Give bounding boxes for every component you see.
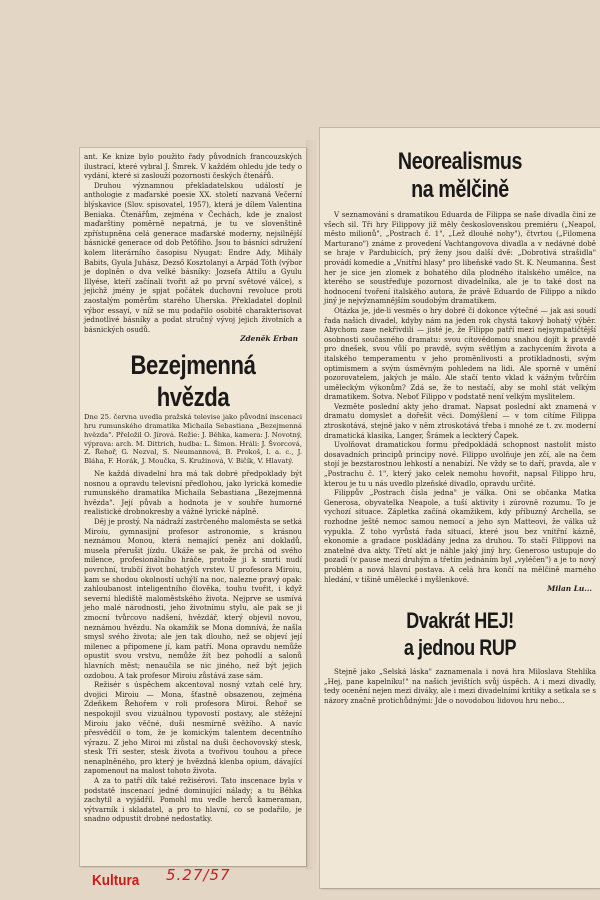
- headline-line: na mělčině: [411, 176, 509, 203]
- right-clipping: [320, 128, 600, 888]
- dvakrat-hej-body: [320, 667, 600, 705]
- article-paragraph: Ne každá divadelní hra má tak dobré předpoklady být nosnou a opravdu televisní předlohou, jako lyrická komedie rumunského dramatika Michaila Sebastiana „Bezejmenná hvězda". Její půvab a hodnota je v souhře humorné realistické drobnokresby a vážné lyrické náplně.: [84, 469, 302, 517]
- article-paragraph: Otázka je, jde-li vesměs o hry dobré či dokonce výtečné — jak asi soudí řada našich divadel, kdyby nám na jeden rok chystá takový bohatý výběr. Abychom zase nekřivdili — jisté je, že Filippo patří mezi nejsympatičtější osobnosti současného dramatu: svou citovědomou snahou dojít k pravdě pro dnešek, svou vůlí po pravdě, svým světlým a zachycením života a italského temperamentu v jeho proměnlivosti a protikladnosti, svým optimismem a svým úsměvným pohledem na lidi. Ale sporně v umění pozorovatelem, jakých je málo. Ale stačí tento vklad k vážným tvůrčím uměleckým výkonům? Zdá se, že to nestačí, aby se mohl stát velkým dramatikem. Sotva. Neboť Filippo v podstatě není velkým myslitelem.: [324, 305, 596, 402]
- neorealismus-body: [320, 210, 600, 584]
- article-lead: Dne 25. června uvedla pražská televise jako původní inscenaci hru rumunského dramatika Michaila Sebastiana „Bezejmenná hvězda". Přeložil O. Jírová. Režie: J. Běhka, kamera: J. Novotný, výprava: arch. M. Dittrich, hudba: L. Šimon. Hráli: J. Švorcová, Z. Řehoř, G. Nezval, S. Neumannová, B. Prokoš, l. a. c., J. Bláha, F. Horák, J. Moučka, S. Kružinová, V. Bičík, V. Hlavatý.: [84, 413, 302, 466]
- article-paragraph: Stejně jako „Selská láska" zaznamenala i nová hra Miloslava Stehlíka „Hej, pane kapelníku!" na našich jevištích svůj úspěch. A i mezi divadly, tedy ocenění nejen mezi diváky, ale i mezi divadelními kritiky a setkala se s názory značně protichůdnými: Jde o novodobou lidovou hru nebo...: [324, 667, 596, 705]
- intro-paragraph: ant. Ke knize bylo použito řady původních francouzských ilustrací, které vybral J. Šmrek. V každém ohledu jde tedy o vydání, které si zaslouží pozornosti českých čtenářů.: [84, 152, 302, 181]
- headline-line: a jednou RUP: [403, 635, 517, 661]
- intro-article: [80, 148, 306, 334]
- headline-bezejmenna-hvezda: Bezejmenná hvězda: [130, 350, 256, 413]
- headline-dvakrat-hej: [320, 607, 600, 661]
- article-paragraph: Uvolňovat dramatickou formu předpokládá schopnost nastolit místo dosavadních principů principy nové. Filippo uvolňuje jen zčí, ale na čem stojí je bezstarostnou lehkostí a nenabízí. Ne vždy se to daří, pravda, ale v „Postrachu č. 1", který jako celek nemohu hovořit, napsal Filippo hru, kterou je tu u nás uvedlo plzeňské divadlo, opravdu určité.: [324, 440, 596, 488]
- article-paragraph: Filippův „Postrach čísla jedna" je válka. Oni se občanka Matka Generosa, obyvatelka Neapole, a tuší aktivity i zúrovně rozumu. To je vychozí situace. Zápletka začíná okamžikem, kdy příbuzný Archella, se rozhodne ještě nemoc samou nemocí a jeho syn Matteovi, že válka už vypukla. Z toho vyrůstá řada situací, které jsou bez vnitřní kázně, ekonomie a gradace poskládány jedna za druhou. To stačí Filippovi na znatelné dva akty. Třetí akt je náhle jaký jiný hry, Generoso ustupuje do pozadí (v pause mezi druhým a třetím jednáním byl „vyléčen") a je to nový problém a nová hlavní postava. A celá hra končí na mělčině marného hledání, v tišině umělecké i myšlenkové.: [324, 488, 596, 584]
- headline-line: Dvakrát HEJ!: [406, 608, 514, 634]
- neorealismus-signature: Milan Lu...: [547, 584, 592, 594]
- article-paragraph: A za to patří dík také režisérovi. Tato inscenace byla v podstatě inscenací jedné dominující nálady; a tu Běhka zachytil a vyjádřil. Pomohl mu vedle herců kameraman, výtvarník i skladatel, a pro to hlavní, co se podařilo, je snadno odpustit drobné nedostatky.: [84, 776, 302, 824]
- article-body: [80, 469, 306, 824]
- article-paragraph: V seznamování s dramatikou Eduarda de Filippa se naše divadla činí ze všech sil. Tři hry Filippovy již měly československou premiéru („Neapol, město milionů", „Postrach č. 1", „Lež dlouhé nohy"), čtvrtou („Filomena Marturano") známe z provedení Vachtangovova divadla a v nedávné době se hraje v Pardubicích, prý ženy jsou další dvě: „Dobrotivá strašidla" provádí komedie a „Vnitřní hlasy" pro libeňské vado St. K. Neumanna. Šest her je sice jen zlomek z bohatého díla plodného italského umělce, na kterého se soustřeďuje pozornost divadelníka, ale je to také dost na hodnocení tvoření italského autora, že právě Eduardo de Filippo a nikdo jiný je nejvýznamnějším soudobým dramatikem.: [324, 210, 596, 306]
- article-paragraph: Vezměte poslední akty jeho dramat. Napsat poslední akt znamená v dramatu domyslet a dořešit věci. Domýšlení — v tom cítíme Filippa ztroskotává, stejně jako v něm ztroskotává třeba i mnohé ze t. zv. moderní dramatická klasika, Langer, Šrámek a leckterý Čapek.: [324, 401, 596, 440]
- headline-neorealismus: [320, 128, 600, 204]
- left-clipping: [80, 148, 306, 866]
- intro-signature: Zdeněk Erban: [240, 334, 298, 344]
- kultura-stamp: Kultura: [92, 872, 140, 889]
- headline-line: Neorealismus: [397, 148, 523, 175]
- handwritten-date: 5.27/57: [166, 866, 231, 884]
- page-fold: [306, 140, 320, 870]
- intro-paragraph: Druhou významnou překladatelskou událostí je anthologie z maďarské poesie XX. století nazvaná Večerní blýskavice (Slov. spisovatel, 1957), která je dílem Valentina Beniaka. Čtenářům, zejména v Čechách, kde je znalost maďarštiny poměrně nepatrná, je tu ve slovenštině zpřístupněna celá generace maďarské moderny, nejsilnější básnické generace od dob Petőfiho. Jsou to básníci sdružení kolem literárního časopisu Nyugat: Endre Ady, Mihály Babits, Gyula Juhász, Dezső Kosztolanyi a Arpád Tóth (výbor je doplněn o dva velké básníky: Jozsefa Attilu a Gyulu Illyése, kteří začínali tvořit až po první světové válce), s jejichž jmény je spjat počátek duchovní revoluce proti zaostalým poměrům starého Uherska. Překladatel doplnil výbor essayí, v níž se mu podařilo osobitě charakterisovat jednotlivé básníky a podat stručný vývoj jejich životních a básnických osudů.: [84, 180, 302, 334]
- article-paragraph: Děj je prostý. Na nádraží zastrčeného maloměsta se setká Miroiu, gymnasijní profesor astronomie, s krásnou neznámou Monou, která nemající peněz ani dokladů, musela přerušit jízdu. Ukáže se pak, že prchá od svého milence, profesionálního hráče, protože ji k smrti nudí povrchní, trubčí život bohatých vrstev. U profesora Miroiu, kam se shodou okolností uchýlí na noc, nalezne pravý opak: zahloubanost inteligentního člověka, touhu tvořit, i když severní hlediště maloměstského života. Nejprve se usmívá jeho malé národnosti, jeho životnímu stylu, ale pak se ji zmocní tvůrcovo nadšení, hvězdář, který objevil novou, neznámou hvězdu. Na okamžik se Mona domnívá, že našla smysl svého života; ale jen tak dlouho, než se objeví její milenec a připomene jí, kam patří. Mona opravdu nemůže opustit svou vrstvu, nemůže žít bez pohodlí a salonů hlavních měst; nenaučila se nic jiného, než být jejich ozdobou. A tak profesor Miroiu zůstává zase sám.: [84, 517, 302, 680]
- article-paragraph: Režisér s úspěchem akcentoval nosný vztah celé hry, dvojici Miroiu — Mona, šťastně obsazenou, zejména Zdeňkem Řehořem v roli profesora Miroi. Řehoř se nespokojil svou vizuálnou typovostí postavy, ale stěžejní Miroiu jako věčné, duši nesmírně svěžího. A navíc přesvědčil o tom, že je komickým talentem decentního výrazu. Z jeho Miroi mi zůstal na duši čechovovský stesk, stesk Tří sester, stesk života a tvořivou touhou a přece nenaplněného, pro který je hvězdná klenba opium, dávající zapomenout na malost tohoto života.: [84, 680, 302, 776]
